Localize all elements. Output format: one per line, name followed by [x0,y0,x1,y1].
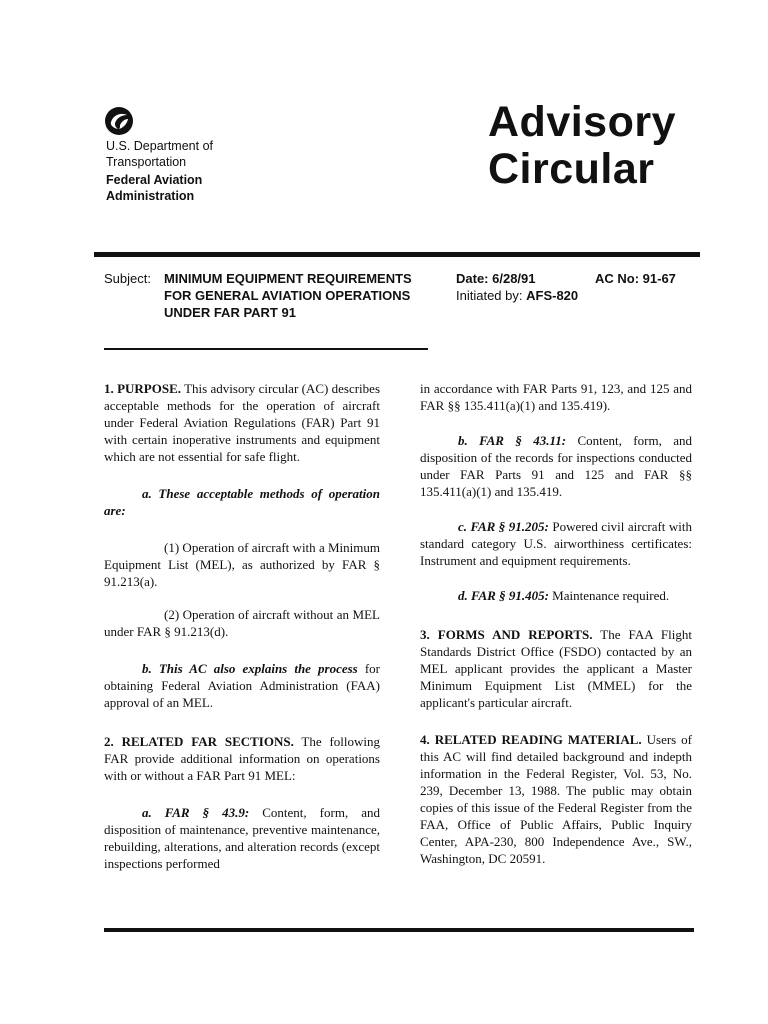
subject-line3: UNDER FAR PART 91 [164,305,296,320]
section-text-purpose: This advisory circular (AC) describes acceptable methods for the operation of aircraft under Federal Aviation Regulations (FAR) Part 91 with certain inoperative instruments and equipment which are not essential for safe flight. [104,381,381,464]
paragraph-2a [104,804,380,872]
header-divider [94,252,700,257]
paragraph-1b-lead: b. This AC also explains the process [142,661,358,676]
section-heading-forms-reports: 3. FORMS AND REPORTS. [420,627,593,642]
section-related-reading [420,731,692,867]
footer-divider [104,928,694,932]
document-title-line1: Advisory [488,98,677,146]
paragraph-1b [104,660,380,711]
paragraph-1a1: (1) Operation of aircraft with a Minimum Equipment List (MEL), as authorized by FAR § 91.213(a). [104,540,380,589]
paragraph-2a-text: Content, form, and disposition of maintenance, preventive maintenance, rebuilding, alterations, and alteration records (except inspections performed [104,805,380,871]
paragraph-2b-text: Content, form, and disposition of the records for inspections conducted under FAR Parts 91 and 125 and FAR §§ 135.411(a)(1) and 135.419. [420,433,692,499]
dot-logo-icon [104,106,134,136]
section-related-far [104,733,380,784]
document-title-line2: Circular [488,145,655,193]
paragraph-1a [104,485,380,519]
subject-line2: FOR GENERAL AVIATION OPERATIONS [164,288,411,303]
section-forms-reports [420,626,692,711]
initiated-by-label: Initiated by: [456,288,523,303]
paragraph-2c [420,518,692,569]
paragraph-2a-continued: in accordance with FAR Parts 91, 123, and 125 and FAR §§ 135.411(a)(1) and 135.419). [420,381,692,413]
paragraph-2c-text: Powered civil aircraft with standard category U.S. airworthiness certificates: Instrument and equipment requirements. [420,519,692,568]
paragraph-2d [420,587,692,604]
date-field: Date: 6/28/91 [456,271,536,286]
subject-divider [104,348,428,350]
paragraph-2b-lead: b. FAR § 43.11: [458,433,567,448]
paragraph-2b [420,432,692,500]
paragraph-1a-lead: a. These acceptable methods of operation are: [104,486,380,518]
section-purpose [104,380,380,465]
agency-name-line2: Transportation [106,155,187,169]
section-text-related-reading: Users of this AC will find detailed background and indepth information in the Federal Register, Vol. 53, No. 239, December 13, 1988. The public may obtain copies of this issue of the Federal Register from the FAA, Office of Public Affairs, Public Inquiry Center, APA-230, 800 Independence Ave., SW., Washington, DC 20591. [420,732,693,866]
section-heading-related-far: 2. RELATED FAR SECTIONS. [104,734,294,749]
ac-number-field: AC No: 91-67 [595,271,676,286]
section-heading-purpose: 1. PURPOSE. [104,381,181,396]
right-column [420,380,692,867]
paragraph-1a2: (2) Operation of aircraft without an MEL under FAR § 91.213(d). [104,607,380,639]
section-text-forms-reports: The FAA Flight Standards District Office (FSDO) contacted by an MEL applicant provides the applicant a Master Minimum Equipment List (MMEL) for the applicant's particular aircraft. [420,627,692,710]
left-column [104,380,380,872]
agency-name-line1: U.S. Department of [106,139,213,153]
paragraph-2d-lead: d. FAR § 91.405: [458,588,549,603]
paragraph-2d-text: Maintenance required. [548,588,670,603]
paragraph-1b-text: for obtaining Federal Aviation Administration (FAA) approval of an MEL. [104,661,380,710]
paragraph-2a-lead: a. FAR § 43.9: [142,805,250,820]
agency-name-line3: Federal Aviation [106,173,203,187]
subject-label: Subject: [104,271,151,286]
section-text-related-far: The following FAR provide additional information on operations with or without a FAR Part 91 MEL: [104,734,381,783]
initiated-by-value: AFS-820 [526,288,579,303]
section-heading-related-reading: 4. RELATED READING MATERIAL. [420,732,642,747]
subject-line1: MINIMUM EQUIPMENT REQUIREMENTS [164,271,412,286]
paragraph-2c-lead: c. FAR § 91.205: [458,519,549,534]
initiated-by-field [456,287,578,304]
agency-name-line4: Administration [106,189,195,203]
